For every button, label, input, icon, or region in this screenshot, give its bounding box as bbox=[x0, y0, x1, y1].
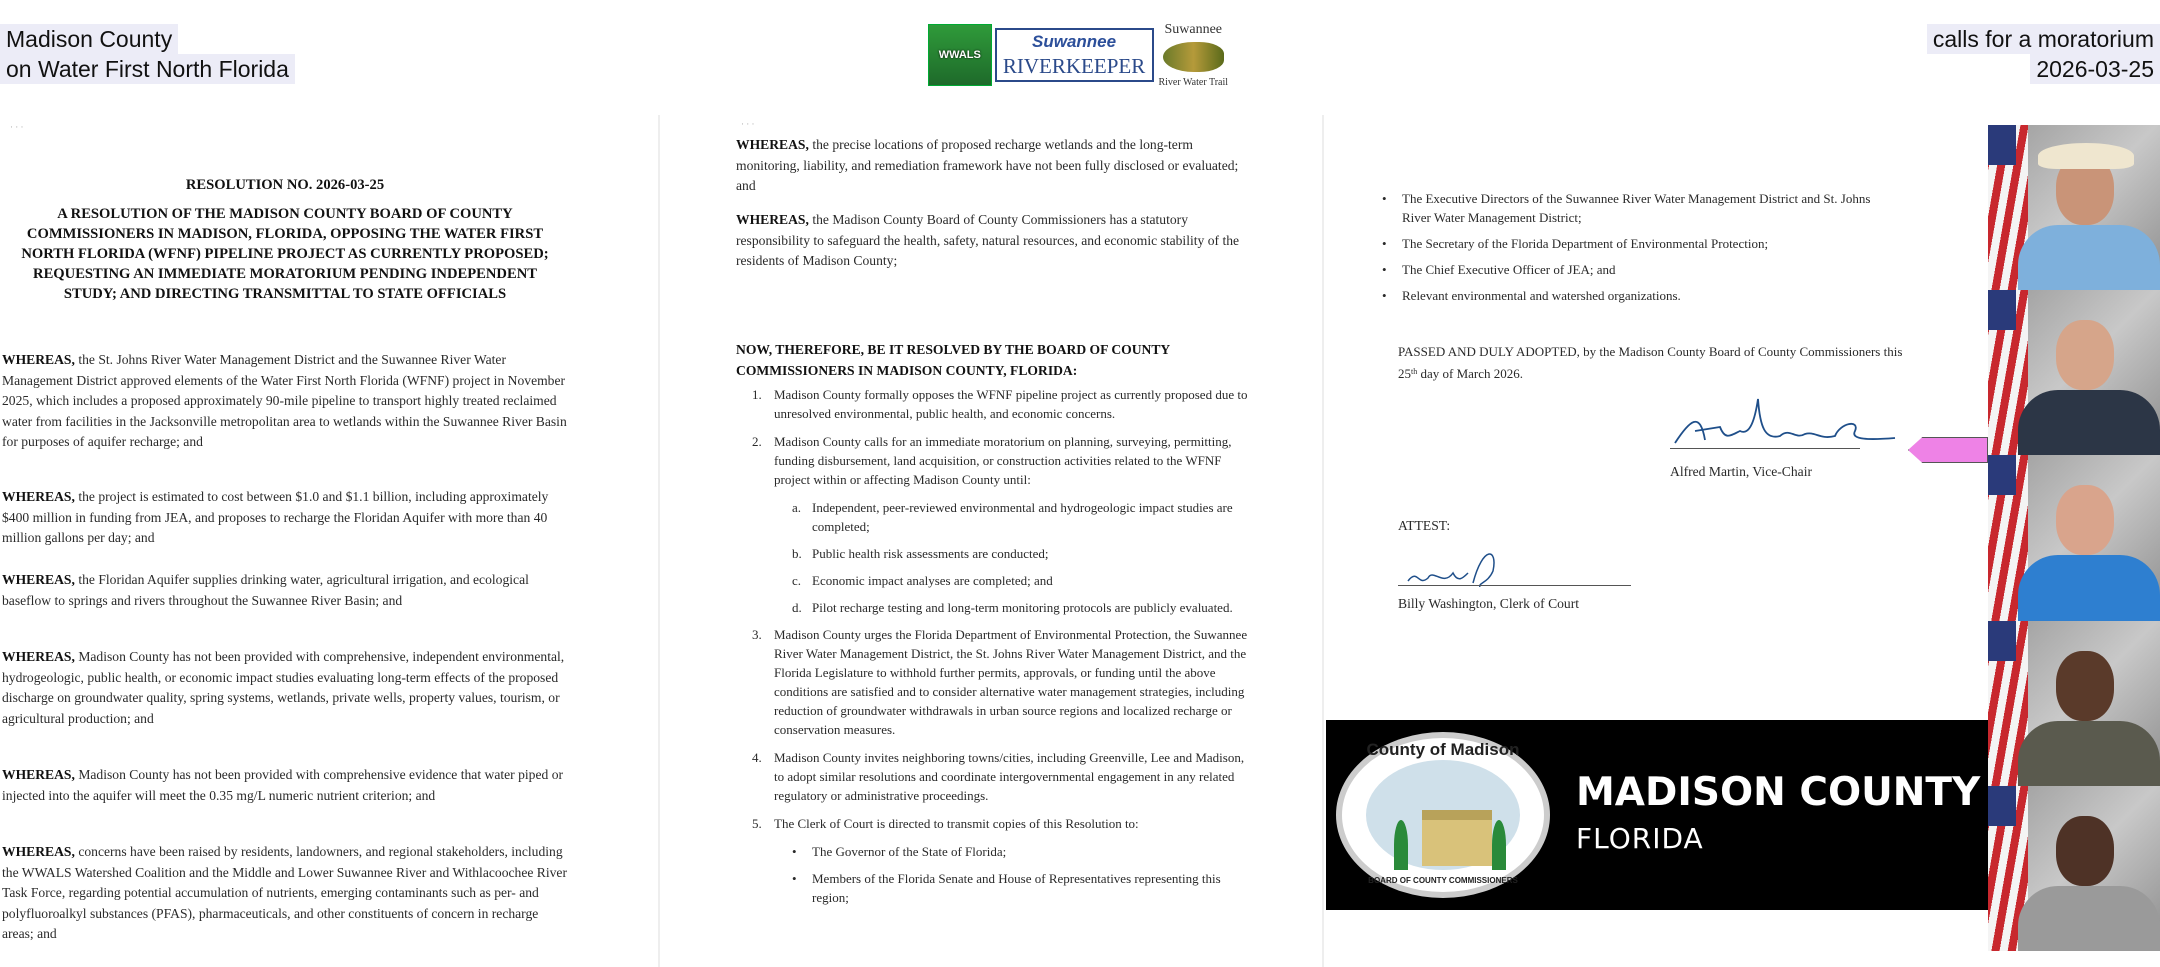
bullet-icon: • bbox=[1382, 236, 1387, 251]
whereas-clause bbox=[2, 842, 572, 945]
recipient-item: • The Executive Directors of the Suwannee River Water Management District and St. Johns River Water Management District; bbox=[1382, 191, 1871, 225]
scan-mark: · · · bbox=[741, 119, 755, 129]
commissioner-photo bbox=[1988, 621, 2160, 786]
whereas-label: WHEREAS, bbox=[736, 137, 809, 152]
commissioner-photo bbox=[1988, 290, 2160, 455]
resolution-items bbox=[736, 385, 1256, 915]
riverkeeper-logo-top: Suwannee bbox=[1032, 32, 1117, 51]
whereas-label: WHEREAS, bbox=[2, 489, 75, 504]
commissioner-photo bbox=[1988, 125, 2160, 290]
whereas-text: Madison County has not been provided with comprehensive evidence that water piped or injected into the aquifer will meet the 0.35 mg/L numeric nutrient criterion; and bbox=[2, 767, 564, 803]
condition-item: d. Pilot recharge testing and long-term monitoring protocols are publicly evaluated. bbox=[792, 600, 1233, 615]
condition-item: b. Public health risk assessments are conducted; bbox=[792, 546, 1049, 561]
document-page-2 bbox=[661, 115, 1324, 967]
riverkeeper-logo-bottom: RIVERKEEPER bbox=[1002, 54, 1146, 78]
recipient-item: • The Governor of the State of Florida; bbox=[792, 844, 1007, 859]
whereas-label: WHEREAS, bbox=[2, 572, 75, 587]
commissioner-photo bbox=[1988, 786, 2160, 951]
whereas-label: WHEREAS, bbox=[2, 844, 75, 859]
resolution-number: RESOLUTION NO. 2026-03-25 bbox=[185, 177, 385, 193]
water-trail-logo bbox=[1157, 21, 1231, 89]
header-left-line1: Madison County bbox=[0, 24, 178, 54]
bullet-icon: • bbox=[792, 871, 797, 886]
signature-line bbox=[1398, 585, 1631, 586]
header-right-line1: calls for a moratorium bbox=[1927, 24, 2160, 54]
condition-item: a. Independent, peer-reviewed environmental and hydrogeologic impact studies are completed; bbox=[792, 500, 1233, 534]
pointer-arrow bbox=[1908, 437, 1988, 463]
passed-statement: PASSED AND DULY ADOPTED, by the Madison County Board of County Commissioners this 25th day of March 2026. bbox=[1398, 344, 1903, 381]
resolution-title: A RESOLUTION OF THE MADISON COUNTY BOARD OF COUNTY COMMISSIONERS IN MADISON, FLORIDA, OPPOSING THE WATER FIRST NORTH FLORIDA (WFNF) PIPELINE PROJECT AS CURRENTLY PROPOSED; REQUESTING AN IMMEDIATE MORATORIUM PENDING INDEPENDENT STUDY; AND DIRECTING TRANSMITTAL TO STATE OFFICIALS bbox=[21, 206, 549, 302]
clerk-name: Billy Washington, Clerk of Court bbox=[1398, 596, 1580, 611]
wwals-logo: WWALS bbox=[928, 24, 992, 86]
county-seal bbox=[1336, 732, 1550, 898]
attest-label: ATTEST: bbox=[1398, 518, 1451, 533]
whereas-clause bbox=[2, 487, 572, 549]
banner-title: MADISON COUNTY bbox=[1576, 770, 1981, 815]
recipient-item: • Relevant environmental and watershed organizations. bbox=[1382, 288, 1681, 303]
scan-mark: · · · bbox=[10, 122, 24, 132]
document-page-1 bbox=[0, 115, 660, 967]
resolution-item: 1. Madison County formally opposes the WFNF pipeline project as currently proposed due to unresolved environmental, public health, and economic concerns. bbox=[752, 387, 1248, 421]
whereas-label: WHEREAS, bbox=[736, 212, 809, 227]
cowboy-hat-icon bbox=[2038, 143, 2134, 169]
bullet-icon: • bbox=[792, 844, 797, 859]
condition-item: c. Economic impact analyses are completed; and bbox=[792, 573, 1053, 588]
whereas-label: WHEREAS, bbox=[2, 649, 75, 664]
vice-chair-signature bbox=[1670, 395, 1910, 447]
banner-subtitle: FLORIDA bbox=[1576, 822, 1704, 855]
commissioner-photo bbox=[1988, 455, 2160, 620]
bullet-icon: • bbox=[1382, 288, 1387, 303]
partner-logos bbox=[928, 20, 1230, 90]
whereas-text: Madison County has not been provided with comprehensive, independent environmental, hydrogeologic, public health, or economic impact studies evaluating long-term effects of the proposed discharge on groundwater quality, spring systems, wetlands, private wells, property values, tourism, or agricultural production; and bbox=[2, 649, 565, 726]
whereas-text: the project is estimated to cost between $1.0 and $1.1 billion, including approximately $400 million in funding from JEA, and proposes to recharge the Floridan Aquifer with more than 40 million gallons per day; and bbox=[2, 489, 549, 545]
water-trail-top: Suwannee bbox=[1164, 22, 1223, 37]
signature-line bbox=[1670, 448, 1860, 449]
palm-tree-icon bbox=[1492, 820, 1506, 870]
commissioner-photos bbox=[1988, 125, 2160, 951]
whereas-label: WHEREAS, bbox=[2, 352, 75, 367]
resolution-item: 3. Madison County urges the Florida Department of Environmental Protection, the Suwannee River Water Management District, the St. Johns River Water Management District, and the Florida Legislature to withhold further permits, approvals, or funding until the above conditions are satisfied and to consider alternative water management strategies, including reduction of groundwater withdrawals in urban source regions and localized recharge or conservation measures. bbox=[752, 627, 1248, 737]
whereas-text: the Madison County Board of County Commissioners has a statutory responsibility to safeguard the health, safety, natural resources, and economic stability of the residents of Madison County; bbox=[736, 212, 1240, 268]
whereas-clause bbox=[2, 765, 572, 806]
courthouse-icon bbox=[1422, 810, 1492, 866]
fish-icon bbox=[1163, 42, 1225, 72]
header-right bbox=[1927, 24, 2160, 84]
whereas-text: the precise locations of proposed recharge wetlands and the long-term monitoring, liability, and remediation framework have not been fully disclosed or evaluated; and bbox=[736, 137, 1239, 193]
recipient-item: • Members of the Florida Senate and House of Representatives representing this region; bbox=[792, 871, 1221, 905]
recipient-list bbox=[1382, 189, 1872, 312]
palm-tree-icon bbox=[1394, 820, 1408, 870]
bullet-icon: • bbox=[1382, 191, 1387, 206]
whereas-text: the St. Johns River Water Management District and the Suwannee River Water Management District approved elements of the Water First North Florida (WFNF) project in November 2025, which includes a proposed approximately 90-mile pipeline to transport highly treated reclaimed water from facilities in the Jacksonville metropolitan area to wetlands within the Suwannee River Basin for purposes of aquifer recharge; and bbox=[2, 352, 567, 449]
header-left bbox=[0, 24, 295, 84]
header-left-line2: on Water First North Florida bbox=[0, 54, 295, 84]
whereas-label: WHEREAS, bbox=[2, 767, 75, 782]
whereas-clause bbox=[2, 350, 572, 453]
riverkeeper-logo bbox=[995, 28, 1154, 82]
seal-top-text: County of Madison bbox=[1366, 740, 1520, 759]
bullet-icon: • bbox=[1382, 262, 1387, 277]
resolution-item: 2. Madison County calls for an immediate moratorium on planning, surveying, permitting, funding disbursement, land acquisition, or construction activities related to the WFNF project within or affecting Madison County until: bbox=[752, 434, 1232, 487]
recipient-item: • The Chief Executive Officer of JEA; and bbox=[1382, 262, 1616, 277]
seal-bottom-text: BOARD OF COUNTY COMMISSIONERS bbox=[1368, 876, 1518, 885]
water-trail-bottom: River Water Trail bbox=[1158, 77, 1229, 88]
whereas-clause bbox=[2, 570, 572, 611]
whereas-clause bbox=[736, 210, 1256, 272]
vice-chair-name: Alfred Martin, Vice-Chair bbox=[1670, 464, 1812, 479]
recipient-item: • The Secretary of the Florida Department of Environmental Protection; bbox=[1382, 236, 1769, 251]
resolved-heading: NOW, THEREFORE, BE IT RESOLVED BY THE BOARD OF COUNTY COMMISSIONERS IN MADISON COUNTY, FLORIDA: bbox=[736, 342, 1170, 378]
whereas-text: the Floridan Aquifer supplies drinking water, agricultural irrigation, and ecological baseflow to springs and rivers throughout the Suwannee River Basin; and bbox=[2, 572, 529, 608]
whereas-text: concerns have been raised by residents, landowners, and regional stakeholders, including the WWALS Watershed Coalition and the Middle and Lower Suwannee River and Withlacoochee River Task Force, regarding potential accumulation of nutrients, emerging contaminants such as per- and polyfluoroalkyl substances (PFAS), pharmaceuticals, and other constituents of concern in recharge areas; and bbox=[2, 844, 567, 941]
resolution-item: 4. Madison County invites neighboring towns/cities, including Greenville, Lee and Madison, to adopt similar resolutions and coordinate intergovernmental engagement in any related regulatory or administrative proceedings. bbox=[752, 750, 1245, 803]
header-right-line2: 2026-03-25 bbox=[2030, 54, 2160, 84]
clerk-signature bbox=[1398, 543, 1518, 587]
madison-county-banner bbox=[1326, 720, 1988, 910]
resolution-item: 5. The Clerk of Court is directed to transmit copies of this Resolution to: bbox=[752, 816, 1139, 831]
whereas-clause bbox=[2, 647, 572, 729]
whereas-clause bbox=[736, 135, 1256, 197]
